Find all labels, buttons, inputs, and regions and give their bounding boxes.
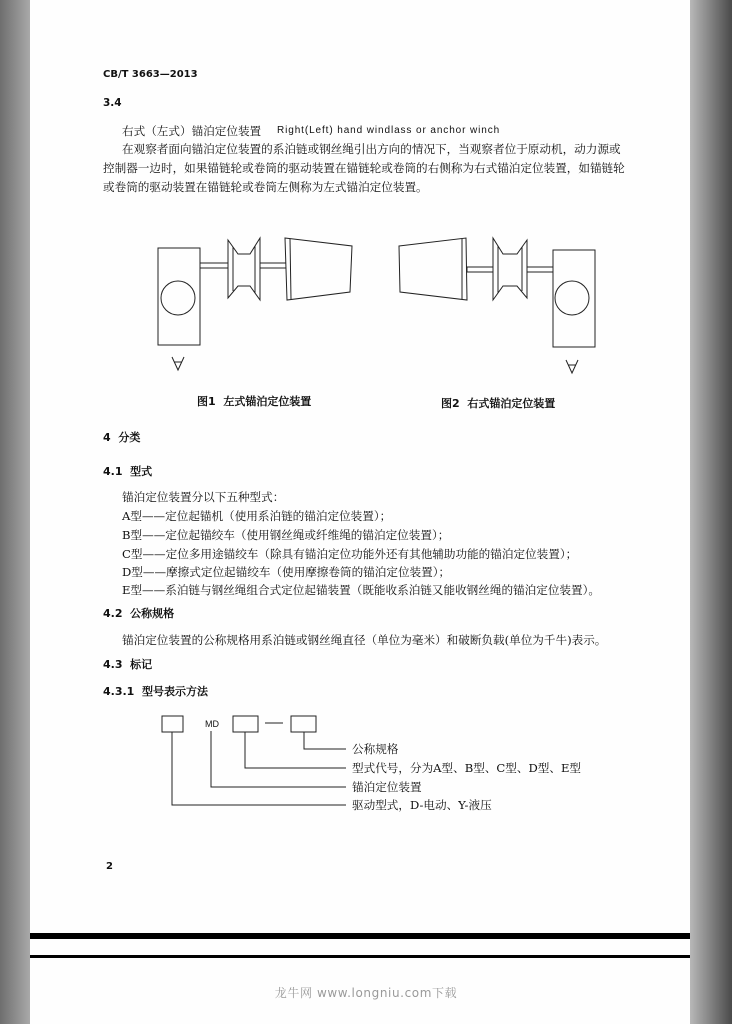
section-4-3-1-heading: 4.3.1 型号表示方法 bbox=[103, 685, 208, 698]
connector-nominal-spec bbox=[304, 732, 346, 749]
standard-code-header: CB/T 3663—2013 bbox=[103, 69, 198, 80]
type-list-item: C型——定位多用途锚绞车（除具有锚泊定位功能外还有其他辅助功能的锚泊定位装置）； bbox=[122, 547, 578, 561]
section-3-4-number: 3.4 bbox=[103, 97, 122, 109]
next-page-top-rule bbox=[30, 955, 690, 958]
code-label-nominal-spec: 公称规格 bbox=[352, 742, 399, 756]
page-bottom-rule bbox=[30, 933, 690, 939]
type-list-item: E型——系泊链与钢丝绳组合式定位起锚装置（既能收系泊链又能收钢丝绳的锚泊定位装置）。 bbox=[122, 583, 601, 597]
section-4-1-intro: 锚泊定位装置分以下五种型式： bbox=[122, 490, 285, 504]
type-list-item: B型——定位起锚绞车（使用钢丝绳或纤维绳的锚泊定位装置）； bbox=[122, 528, 450, 542]
code-box-nominal-spec bbox=[291, 716, 316, 732]
scan-margin-left bbox=[0, 0, 30, 1024]
section-4-1-heading: 4.1 型式 bbox=[103, 465, 153, 478]
fig2-observer-eye-icon bbox=[566, 360, 578, 373]
code-box-drive-type bbox=[162, 716, 183, 732]
fig2-drum bbox=[399, 238, 467, 300]
figure-1-drawing bbox=[150, 230, 360, 375]
scan-margin-right bbox=[690, 0, 732, 1024]
download-watermark: 龙牛网 www.longniu.com下载 bbox=[274, 986, 458, 1000]
type-list-item: A型——定位起锚机（使用系泊链的锚泊定位装置）； bbox=[122, 509, 392, 523]
section-4-2-text: 锚泊定位装置的公称规格用系泊链或钢丝绳直径（单位为毫米）和破断负载(单位为千牛)表示。 bbox=[122, 633, 607, 647]
figure-1-caption: 图1 左式锚泊定位装置 bbox=[197, 395, 312, 408]
section-3-4-title-en: Right(Left) hand windlass or anchor winch bbox=[277, 125, 501, 136]
code-label-drive-type: 驱动型式，D-电动、Y-液压 bbox=[352, 798, 492, 812]
section-3-4-paragraph-line: 在观察者面向锚泊定位装置的系泊链或钢丝绳引出方向的情况下，当观察者位于原动机，动力源或 bbox=[122, 142, 621, 156]
connector-device-code bbox=[211, 731, 346, 787]
section-4-3-heading: 4.3 标记 bbox=[103, 658, 153, 671]
type-list-item: D型——摩擦式定位起锚绞车（使用摩擦卷筒的锚泊定位装置）； bbox=[122, 565, 451, 579]
fig1-drive-box bbox=[158, 248, 200, 345]
section-3-4-title-cn: 右式（左式）锚泊定位装置 bbox=[122, 124, 262, 138]
code-prefix-md: MD bbox=[205, 719, 219, 729]
model-code-diagram bbox=[150, 705, 350, 815]
section-3-4-paragraph-line: 控制器一边时，如果锚链轮或卷筒的驱动装置在锚链轮或卷筒的右侧称为右式锚泊定位装置，如锚链轮 bbox=[103, 161, 625, 175]
figure-2-drawing bbox=[390, 230, 605, 375]
code-label-device: 锚泊定位装置 bbox=[352, 780, 422, 794]
fig1-drum bbox=[285, 238, 352, 300]
page-number: 2 bbox=[106, 861, 113, 872]
code-box-model-type bbox=[233, 716, 258, 732]
fig1-observer-eye-icon bbox=[172, 357, 184, 370]
section-4-2-heading: 4.2 公称规格 bbox=[103, 607, 175, 620]
section-3-4-paragraph-line: 或卷筒的驱动装置在锚链轮或卷筒左侧称为左式锚泊定位装置。 bbox=[103, 180, 428, 194]
code-label-model-type: 型式代号，分为A型、B型、C型、D型、E型 bbox=[352, 761, 582, 775]
section-4-heading: 4 分类 bbox=[103, 431, 141, 444]
figure-2-caption: 图2 右式锚泊定位装置 bbox=[441, 397, 556, 410]
connector-model-type bbox=[245, 732, 346, 768]
